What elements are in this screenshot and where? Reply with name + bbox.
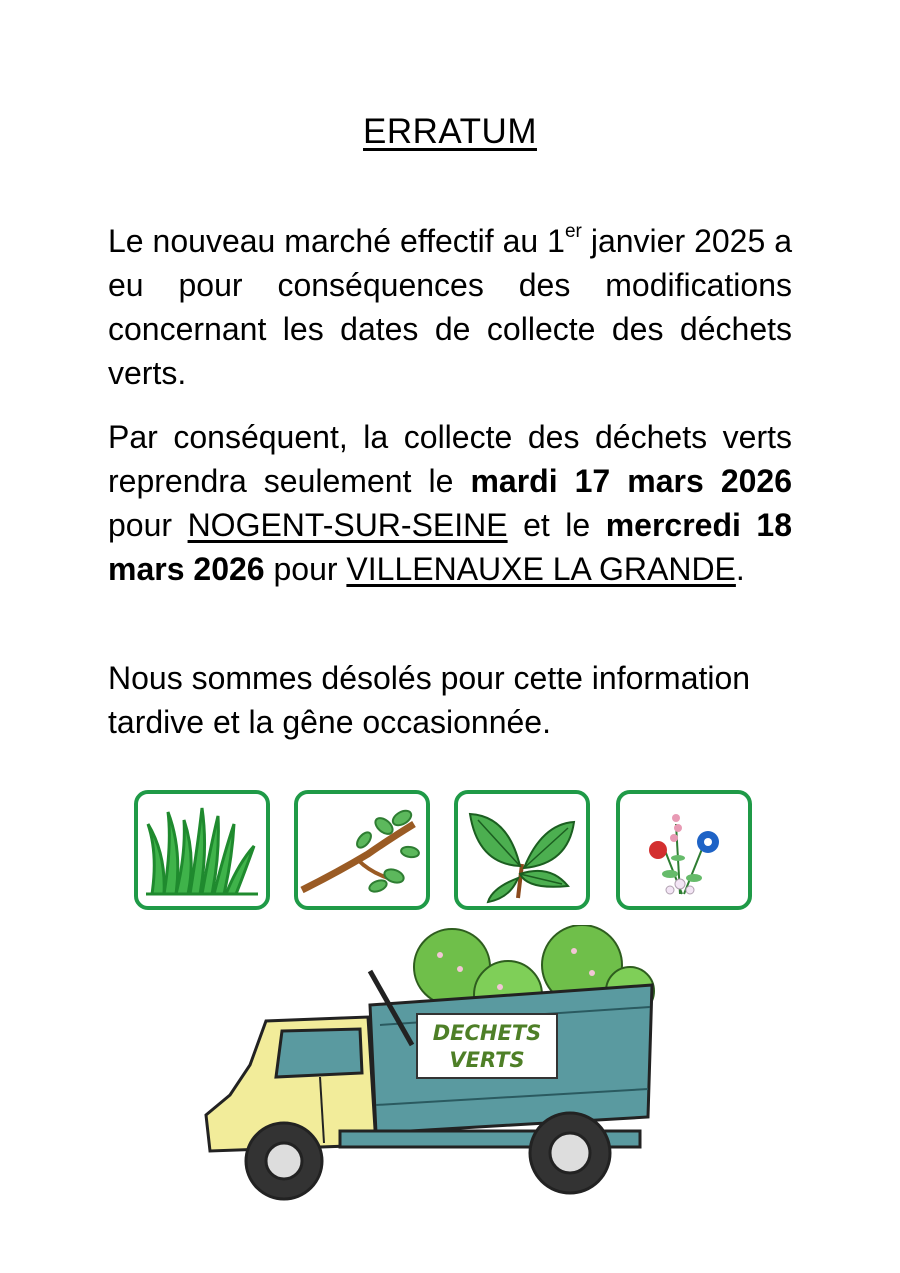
intro-text-end: janvier 2025 a eu pour conséquences des modifications concernant les dates de collecte des déchets verts. bbox=[108, 223, 793, 391]
date-nogent: mardi 17 mars 2026 bbox=[470, 463, 792, 499]
truck-sign bbox=[416, 1013, 558, 1079]
intro-text-start: Le nouveau marché effectif au 1 bbox=[108, 223, 565, 259]
truck-sign-line1: DECHETS bbox=[432, 1021, 542, 1045]
branch-icon bbox=[294, 790, 430, 910]
paragraph-intro bbox=[108, 219, 792, 395]
town-nogent: NOGENT-SUR-SEINE bbox=[187, 507, 508, 543]
flowers-icon bbox=[616, 790, 752, 910]
dates-text-4: pour bbox=[264, 551, 347, 587]
dates-text-2: pour bbox=[108, 507, 188, 543]
paragraph-apology: Nous sommes désolés pour cette information tardive et la gêne occasionnée. bbox=[108, 660, 751, 740]
grass-icon bbox=[134, 790, 270, 910]
dates-text-1: Par conséquent, la collecte des déchets verts reprendra seulement le bbox=[108, 419, 792, 499]
town-villenauxe: VILLENAUXE LA GRANDE bbox=[346, 551, 736, 587]
green-waste-truck bbox=[190, 925, 660, 1215]
truck-sign-line2: VERTS bbox=[449, 1048, 525, 1072]
leaves-icon bbox=[454, 790, 590, 910]
date-villenauxe: mercredi 18 mars 2026 bbox=[108, 507, 793, 587]
paragraph-dates bbox=[108, 415, 792, 591]
page-title: ERRATUM bbox=[363, 112, 537, 151]
green-waste-icons bbox=[134, 790, 758, 914]
dates-text-3: et le bbox=[507, 507, 606, 543]
ordinal-superscript: er bbox=[564, 221, 582, 243]
dates-text-5: . bbox=[735, 551, 745, 587]
